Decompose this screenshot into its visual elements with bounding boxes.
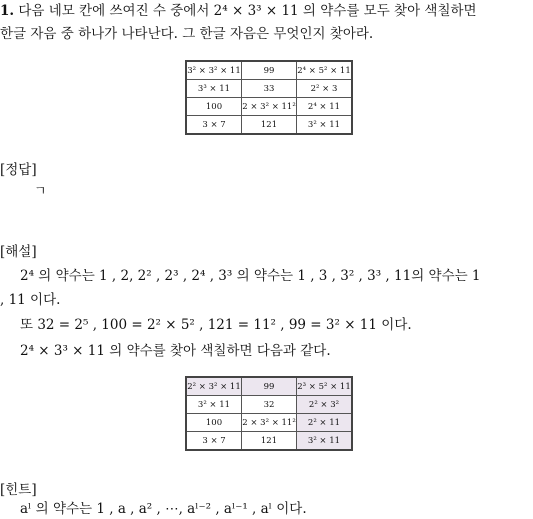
table-cell: 2⁴ × 11 [297,98,353,116]
table-cell: 100 [186,414,242,432]
table-cell: 100 [186,98,242,116]
table-row [186,61,352,80]
table-cell: 2³ × 5² × 11 [297,377,353,396]
table-cell: 121 [242,432,297,451]
table-row [186,432,352,451]
explanation-line-1: 2⁴ 의 약수는 1 , 2, 2² , 2³ , 2⁴ , 3³ 의 약수는 1 , 3 , 3² , 3³ , 11의 약수는 1 [20,268,481,284]
table-row [186,377,352,396]
explanation-label: [해설] [0,244,37,260]
hint-label: [힌트] [0,482,37,498]
table-cell: 2² × 11 [297,414,353,432]
table-cell: 2² × 3 [297,80,353,98]
table-row [186,98,352,116]
table-cell: 3² × 11 [186,396,242,414]
answer-label: [정답] [0,162,37,178]
problem-number: 1. [0,3,15,19]
answer-value: ㄱ [34,184,47,199]
divisor-table-question [185,60,353,135]
table-cell: 2 × 3² × 11² [242,414,297,432]
problem-text-1: 다음 네모 칸에 쓰여진 수 중에서 2⁴ × 3³ × 11 의 약수를 모두 찾아 색칠하면 [18,3,477,19]
table-cell: 3² × 11 [297,116,353,135]
table-cell: 2² × 3² [297,396,353,414]
table-cell: 3³ × 11 [186,80,242,98]
table-cell: 3 × 7 [186,432,242,451]
explanation-line-4: 2⁴ × 3³ × 11 의 약수를 찾아 색칠하면 다음과 같다. [20,343,331,359]
divisor-table-solution [185,376,353,451]
table-cell: 32 [242,396,297,414]
table-cell: 3 × 7 [186,116,242,135]
table-cell: 99 [242,377,297,396]
explanation-line-2: , 11 이다. [0,292,61,308]
table-row [186,80,352,98]
table-cell: 2⁴ × 5² × 11 [297,61,353,80]
problem-line-2: 한글 자음 중 하나가 나타난다. 그 한글 자음은 무엇인지 찾아라. [0,26,374,42]
table-row [186,414,352,432]
table-cell: 99 [242,61,297,80]
table-row [186,116,352,135]
table-cell: 33 [242,80,297,98]
table-row [186,396,352,414]
table-cell: 3² × 11 [297,432,353,451]
table-cell: 2² × 3² × 11 [186,377,242,396]
table-cell: 2 × 3² × 11² [242,98,297,116]
table-cell: 3² × 3² × 11 [186,61,242,80]
problem-line-1 [0,2,477,20]
table-cell: 121 [242,116,297,135]
hint-line-1: aˡ 의 약수는 1 , a , a² , ⋯, aˡ⁻² , aˡ⁻¹ , aˡ 이다. [20,501,307,517]
explanation-line-3: 또 32 = 2⁵ , 100 = 2² × 5² , 121 = 11² , 99 = 3² × 11 이다. [20,317,412,333]
